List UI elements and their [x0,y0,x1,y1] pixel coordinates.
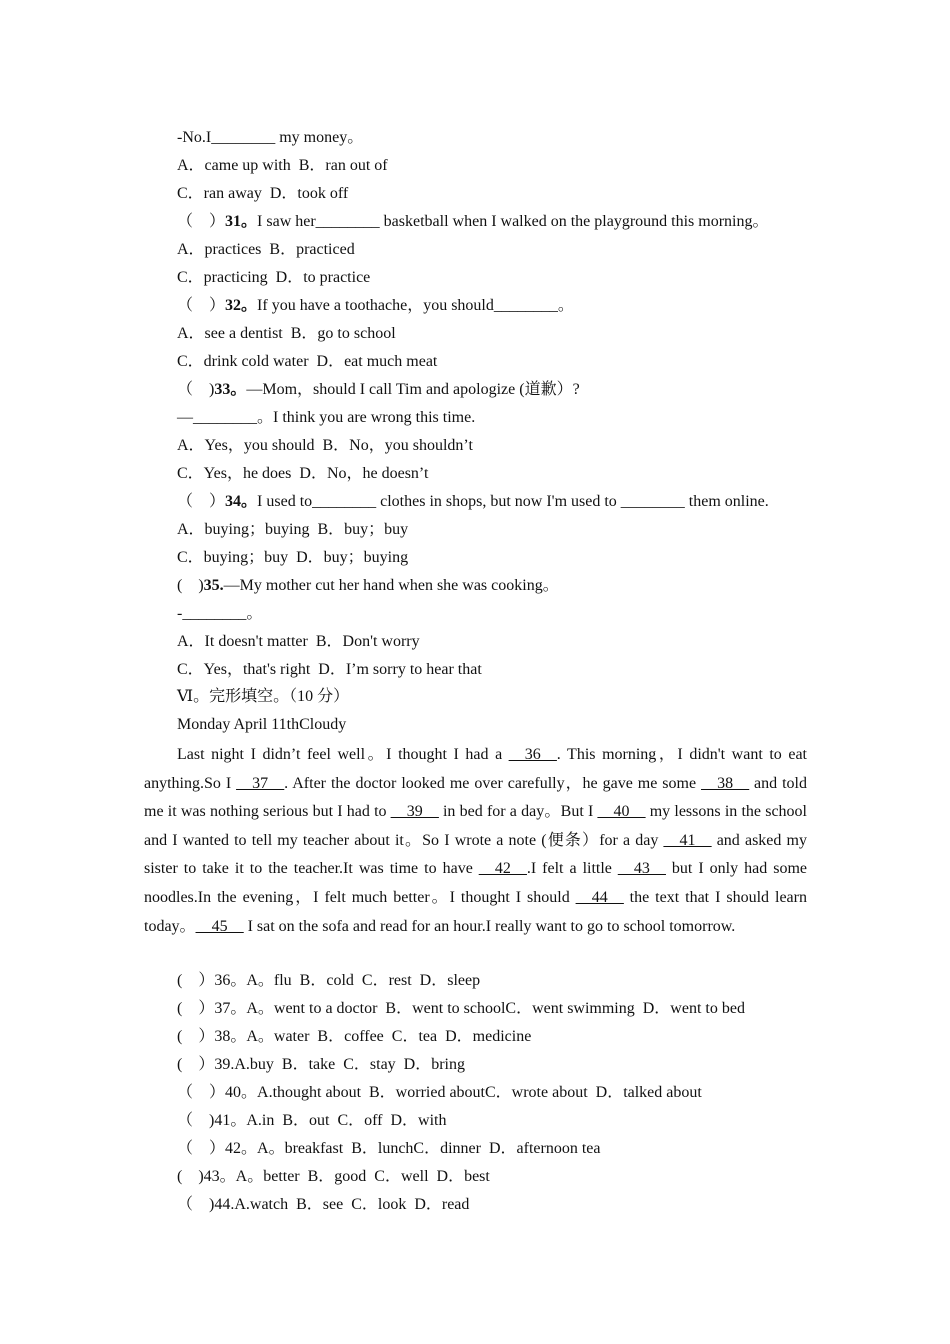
q34-options-cd: C．buying；buy D．buy；buying [177,549,409,566]
cloze-blank: __43__ [617,860,666,878]
q34-options-ab: A．buying；buying B．buy；buy [177,521,409,538]
question-text: 44.A.watch B．see C．look D．read [214,1196,470,1213]
question-32 [177,296,574,316]
question-text: 41。A.in B．out C．off D．with [214,1112,447,1129]
cloze-blank: __38__ [701,774,750,792]
answer-bracket: ( ） [177,1028,215,1045]
q33-response: —________。I think you are wrong this time. [177,409,476,426]
q31-options-ab: A．practices B．practiced [177,241,355,258]
cloze-question [177,1083,702,1103]
question-text: 42。A。breakfast B．lunchC．dinner D．afternoon tea [225,1140,601,1157]
q35-response: -________。 [177,605,263,622]
cloze-blank: __40__ [597,803,646,821]
q35-options-ab: A．It doesn't matter B．Don't worry [177,633,420,650]
q30-response: -No.I________ my money。 [177,129,364,146]
passage-text: my lessons in the school and I wanted to tell my teacher about it。So I wrote a note (便条）for a day [144,803,808,849]
q32-options-cd: C．drink cold water D．eat much meat [177,353,438,370]
cloze-passage [144,741,807,941]
cloze-blank: __42__ [478,860,527,878]
cloze-blank: __45__ [195,917,244,935]
cloze-question [177,1055,465,1075]
question-number: 33。 [214,381,247,398]
answer-bracket: （ ) [177,381,215,398]
q33-options-ab: A．Yes，you should B．No，you shouldn’t [177,437,473,454]
q33-options-cd: C．Yes，he does D．No，he doesn’t [177,465,429,482]
cloze-blank: __44__ [575,888,624,906]
answer-bracket: ( ） [177,1000,215,1017]
cloze-question [177,1167,490,1187]
question-34 [177,492,769,512]
answer-bracket: （ ） [177,1084,226,1101]
question-text: 39.A.buy B．take C．stay D．bring [214,1056,465,1073]
question-text: 37。A。went to a doctor B．went to schoolC．went swimming D．went to bed [214,1000,745,1017]
question-number: 32。 [225,297,258,314]
answer-bracket: （ ） [177,1140,226,1157]
passage-text: . This morning，I didn't want to eat anything.So I [144,746,807,792]
cloze-question [177,1195,469,1215]
question-text: 38。A。water B．coffee C．tea D．medicine [214,1028,532,1045]
question-31 [177,212,769,232]
answer-bracket: （ ) [177,1112,215,1129]
passage-text: but I only had some noodles.In the evening，I felt much better。I thought I should [144,860,808,906]
answer-bracket: ( ) [177,1168,204,1185]
cloze-question [177,1027,531,1047]
cloze-question [177,1111,447,1131]
q31-options-cd: C．practicing D．to practice [177,269,371,286]
cloze-blank: __36__ [508,746,557,763]
answer-bracket: ( ） [177,1056,215,1073]
answer-bracket: ( ） [177,972,215,989]
question-text: —My mother cut her hand when she was cooking。 [223,577,559,594]
q30-options-ab: A．came up with B．ran out of [177,157,388,174]
question-number: 35. [203,577,224,594]
question-text: 40。A.thought about B．worried aboutC．wrote about D．talked about [225,1084,702,1101]
question-text: I used to________ clothes in shops, but now I'm used to ________ them online. [257,493,769,510]
cloze-question [177,971,480,991]
passage-text: .I felt a little [526,860,618,878]
question-text: If you have a toothache，you should________。 [257,297,574,314]
passage-text: Last night I didn’t feel well。I thought I had a [177,746,509,763]
question-number: 34。 [225,493,258,510]
question-text: I saw her________ basketball when I walked on the playground this morning。 [257,213,769,230]
answer-bracket: ( ) [177,577,204,594]
answer-bracket: （ ） [177,213,226,230]
passage-text: in bed for a day。But I [438,803,598,821]
cloze-question [177,1139,600,1159]
passage-text: I sat on the sofa and read for an hour.I really want to go to school tomorrow. [243,917,736,935]
question-text: 36。A。flu B．cold C．rest D．sleep [214,972,481,989]
cloze-blank: __37__ [236,774,285,792]
question-33 [177,380,580,400]
cloze-blank: __39__ [390,803,439,821]
cloze-question [177,999,745,1019]
question-text: —Mom，should I call Tim and apologize (道歉）? [246,381,580,398]
question-number: 31。 [225,213,258,230]
answer-bracket: （ ) [177,1196,215,1213]
cloze-blank: __41__ [663,831,712,849]
q35-options-cd: C．Yes，that's right D．I’m sorry to hear that [177,661,482,678]
passage-text: and asked my sister to take it to the teacher.It was time to have [144,831,807,878]
passage-text: and told me it was nothing serious but I had to [144,774,807,821]
answer-bracket: （ ） [177,297,226,314]
section-title: Ⅵ。完形填空。（10 分） [177,688,350,705]
answer-bracket: （ ） [177,493,226,510]
q30-options-cd: C．ran away D．took off [177,185,349,202]
question-35 [177,576,559,596]
passage-text: the text that I should learn today。 [144,888,807,935]
passage-text: . After the doctor looked me over carefully，he gave me some [284,774,702,792]
q32-options-ab: A．see a dentist B．go to school [177,325,396,342]
diary-date: Monday April 11thCloudy [177,716,347,733]
question-text: 43。A。better B．good C．well D．best [203,1168,490,1185]
